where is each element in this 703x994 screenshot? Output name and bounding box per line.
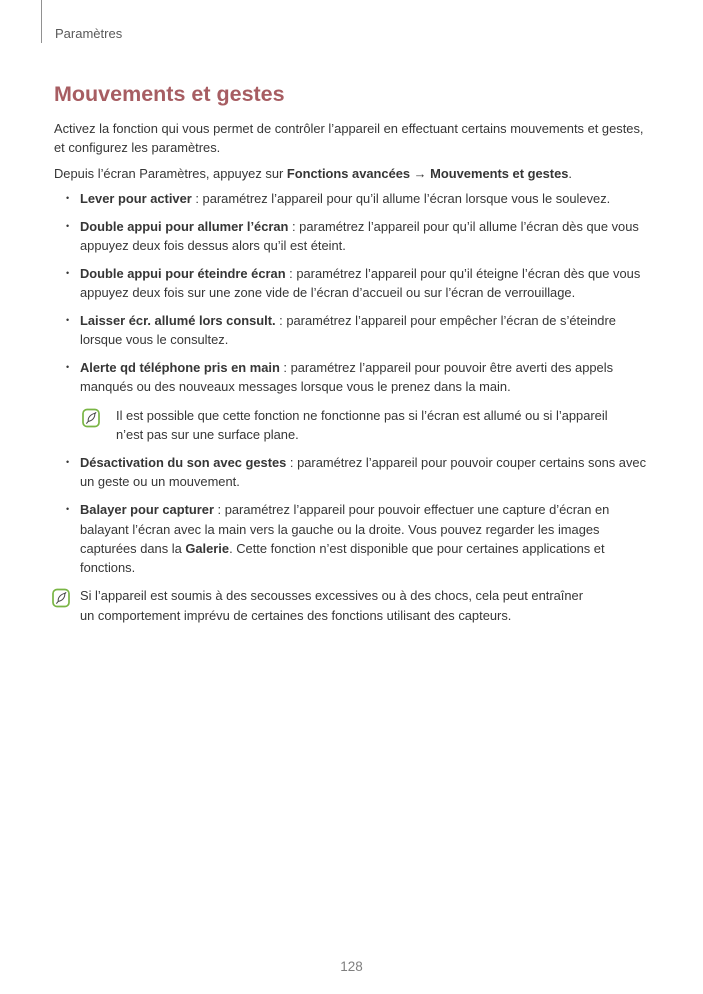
bullet-item: [54, 311, 651, 350]
bullet-marker: •: [66, 314, 70, 325]
page-number: 128: [340, 959, 363, 974]
bullet-text: [80, 217, 651, 256]
bold-text: Fonctions avancées: [286, 165, 411, 181]
plain-text: : paramétrez l’appareil pour pouvoir être averti des appels manqués ou des nouveaux messages lorsque vous le prenez dans la main.: [80, 359, 614, 395]
bold-text: Alerte qd téléphone pris en main: [80, 359, 280, 375]
content-area: [54, 189, 651, 625]
plain-text: : paramétrez l’appareil pour pouvoir couper certains sons avec un geste ou un mouvement.: [80, 455, 647, 490]
bold-text: Mouvements et gestes: [430, 165, 569, 181]
bold-text: Double appui pour éteindre écran: [80, 265, 286, 281]
bold-text: Balayer pour capturer: [80, 502, 214, 518]
bullet-marker: •: [66, 267, 70, 278]
bullet-text: [80, 311, 651, 350]
bold-text: Désactivation du son avec gestes: [80, 455, 287, 471]
plain-text: : paramétrez l’appareil pour qu’il allume l’écran dès que vous appuyez deux fois dessus alors qu’il est éteint.: [80, 218, 639, 253]
bullet-text: [80, 500, 651, 577]
bold-text: Galerie: [185, 540, 230, 556]
bullet-text: [80, 264, 651, 303]
bullet-item: [54, 453, 651, 492]
settings-path-paragraph: [54, 164, 651, 183]
plain-text: →: [410, 165, 431, 181]
bullet-marker: •: [66, 457, 70, 468]
bullet-marker: •: [66, 361, 70, 372]
bullet-marker: •: [66, 192, 70, 203]
bold-text: Lever pour activer: [80, 190, 192, 206]
quill-note-icon: [82, 408, 100, 445]
bullet-marker: •: [66, 504, 70, 515]
plain-text: Depuis l’écran Paramètres, appuyez sur: [54, 165, 287, 181]
plain-text: : paramétrez l’appareil pour qu’il allume l’écran lorsque vous le soulevez.: [191, 190, 611, 206]
bullet-text: [80, 358, 651, 397]
note-box: [82, 406, 651, 445]
plain-text: . Cette fonction n’est disponible que pour certaines applications et fonctions.: [80, 540, 605, 576]
bold-text: Double appui pour allumer l’écran: [80, 218, 289, 234]
breadcrumb: Paramètres: [55, 26, 123, 41]
note-text: Si l’appareil est soumis à des secousses excessives ou à des chocs, cela peut entraîner un comportement imprévu de certaines des fonctions utilisant des capteurs.: [80, 588, 583, 623]
bullet-text: [80, 453, 651, 492]
document-body: [54, 82, 651, 634]
quill-note-icon: [52, 588, 70, 625]
bullet-item: [54, 358, 651, 397]
plain-text: : paramétrez l’appareil pour qu’il éteigne l’écran dès que vous appuyez deux fois sur une zone vide de l’écran d’accueil ou sur l’écran de verrouillage.: [80, 265, 641, 301]
bullet-item: [54, 264, 651, 303]
plain-text: .: [568, 165, 573, 181]
plain-text: : paramétrez l’appareil pour pouvoir effectuer une capture d’écran en balayant l’écran avec la main vers la gauche ou la droite. Vous pouvez regarder les images capturées dans la: [80, 502, 610, 556]
header-divider: [41, 0, 42, 43]
note-box: [54, 586, 651, 625]
note-text: Il est possible que cette fonction ne fonctionne pas si l’écran est allumé ou si l’appareil n’est pas sur une surface plane.: [116, 407, 608, 442]
intro-paragraph: Activez la fonction qui vous permet de contrôler l’appareil en effectuant certains mouvements et gestes, et configurez les paramètres.: [54, 121, 644, 156]
bold-text: Laisser écr. allumé lors consult.: [80, 312, 276, 328]
bullet-text: [80, 189, 651, 208]
page-title: Mouvements et gestes: [54, 82, 285, 106]
bullet-item: [54, 500, 651, 577]
bullet-item: [54, 189, 651, 208]
bullet-item: [54, 217, 651, 256]
plain-text: : paramétrez l’appareil pour empêcher l’écran de s’éteindre lorsque vous le consultez.: [80, 312, 616, 348]
bullet-marker: •: [66, 220, 70, 231]
